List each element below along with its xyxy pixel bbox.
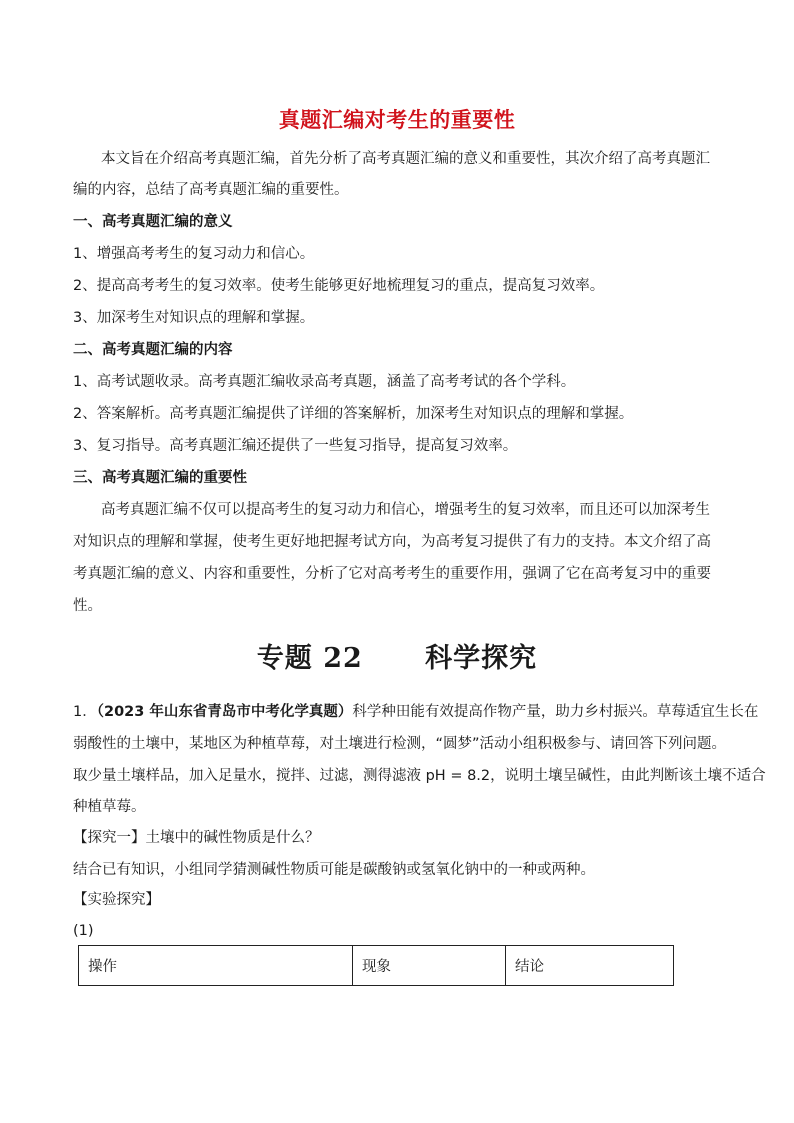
section-heading: 一、高考真题汇编的意义: [73, 214, 233, 230]
list-item: 2、提高高考考生的复习效率。使考生能够更好地梳理复习的重点，提高复习效率。: [73, 278, 605, 294]
conclusion-paragraph-line: 高考真题汇编不仅可以提高考生的复习动力和信心，增强考生的复习效率，而且还可以加深考生: [101, 502, 710, 518]
sub-question-label: (1): [73, 923, 94, 939]
section-heading: 三、高考真题汇编的重要性: [73, 470, 247, 486]
question-line: 取少量土壤样品，加入足量水，搅拌、过滤，测得滤液 pH = 8.2，说明土壤呈碱性，由此判断该土壤不适合: [73, 768, 766, 784]
document-title: 真题汇编对考生的重要性: [278, 108, 516, 132]
list-item: 3、复习指导。高考真题汇编还提供了一些复习指导，提高复习效率。: [73, 438, 518, 454]
question-line: 种植草莓。: [73, 799, 146, 815]
intro-paragraph-line: 编的内容，总结了高考真题汇编的重要性。: [73, 182, 349, 198]
hypothesis-text: 结合已有知识，小组同学猜测碱性物质可能是碳酸钠或氢氧化钠中的一种或两种。: [73, 862, 595, 878]
table-header-cell: 结论: [506, 946, 674, 986]
question-text: 科学种田能有效提高作物产量，助力乡村振兴。草莓适宜生长在: [352, 704, 759, 720]
experiment-heading: 【实验探究】: [73, 892, 160, 908]
explore-heading: 【探究一】土壤中的碱性物质是什么？: [73, 830, 320, 846]
question-source: （2023 年山东省青岛市中考化学真题）: [96, 704, 353, 720]
question-line: [73, 702, 758, 722]
list-item: 3、加深考生对知识点的理解和掌握。: [73, 310, 315, 326]
topic-title: 专题 22 科学探究: [256, 643, 538, 674]
list-item: 1、高考试题收录。高考真题汇编收录高考真题，涵盖了高考考试的各个学科。: [73, 374, 576, 390]
list-item: 1、增强高考考生的复习动力和信心。: [73, 246, 315, 262]
question-number: 1．: [73, 704, 97, 720]
intro-paragraph-line: 本文旨在介绍高考真题汇编，首先分析了高考真题汇编的意义和重要性，其次介绍了高考真题汇: [101, 151, 710, 167]
list-item: 2、答案解析。高考真题汇编提供了详细的答案解析，加深考生对知识点的理解和掌握。: [73, 406, 634, 422]
conclusion-paragraph-line: 考真题汇编的意义、内容和重要性，分析了它对高考考生的重要作用，强调了它在高考复习中的重要: [73, 566, 711, 582]
conclusion-paragraph-line: 性。: [73, 598, 102, 614]
question-line: 弱酸性的土壤中，某地区为种植草莓，对土壤进行检测，“圆梦”活动小组积极参与、请回答下列问题。: [73, 736, 727, 752]
table-header-cell: 操作: [79, 946, 353, 986]
table-header-row: [79, 946, 674, 986]
conclusion-paragraph-line: 对知识点的理解和掌握，使考生更好地把握考试方向，为高考复习提供了有力的支持。本文介绍了高: [73, 534, 711, 550]
table-header-cell: 现象: [353, 946, 506, 986]
section-heading: 二、高考真题汇编的内容: [73, 342, 233, 358]
experiment-table: [78, 945, 674, 986]
